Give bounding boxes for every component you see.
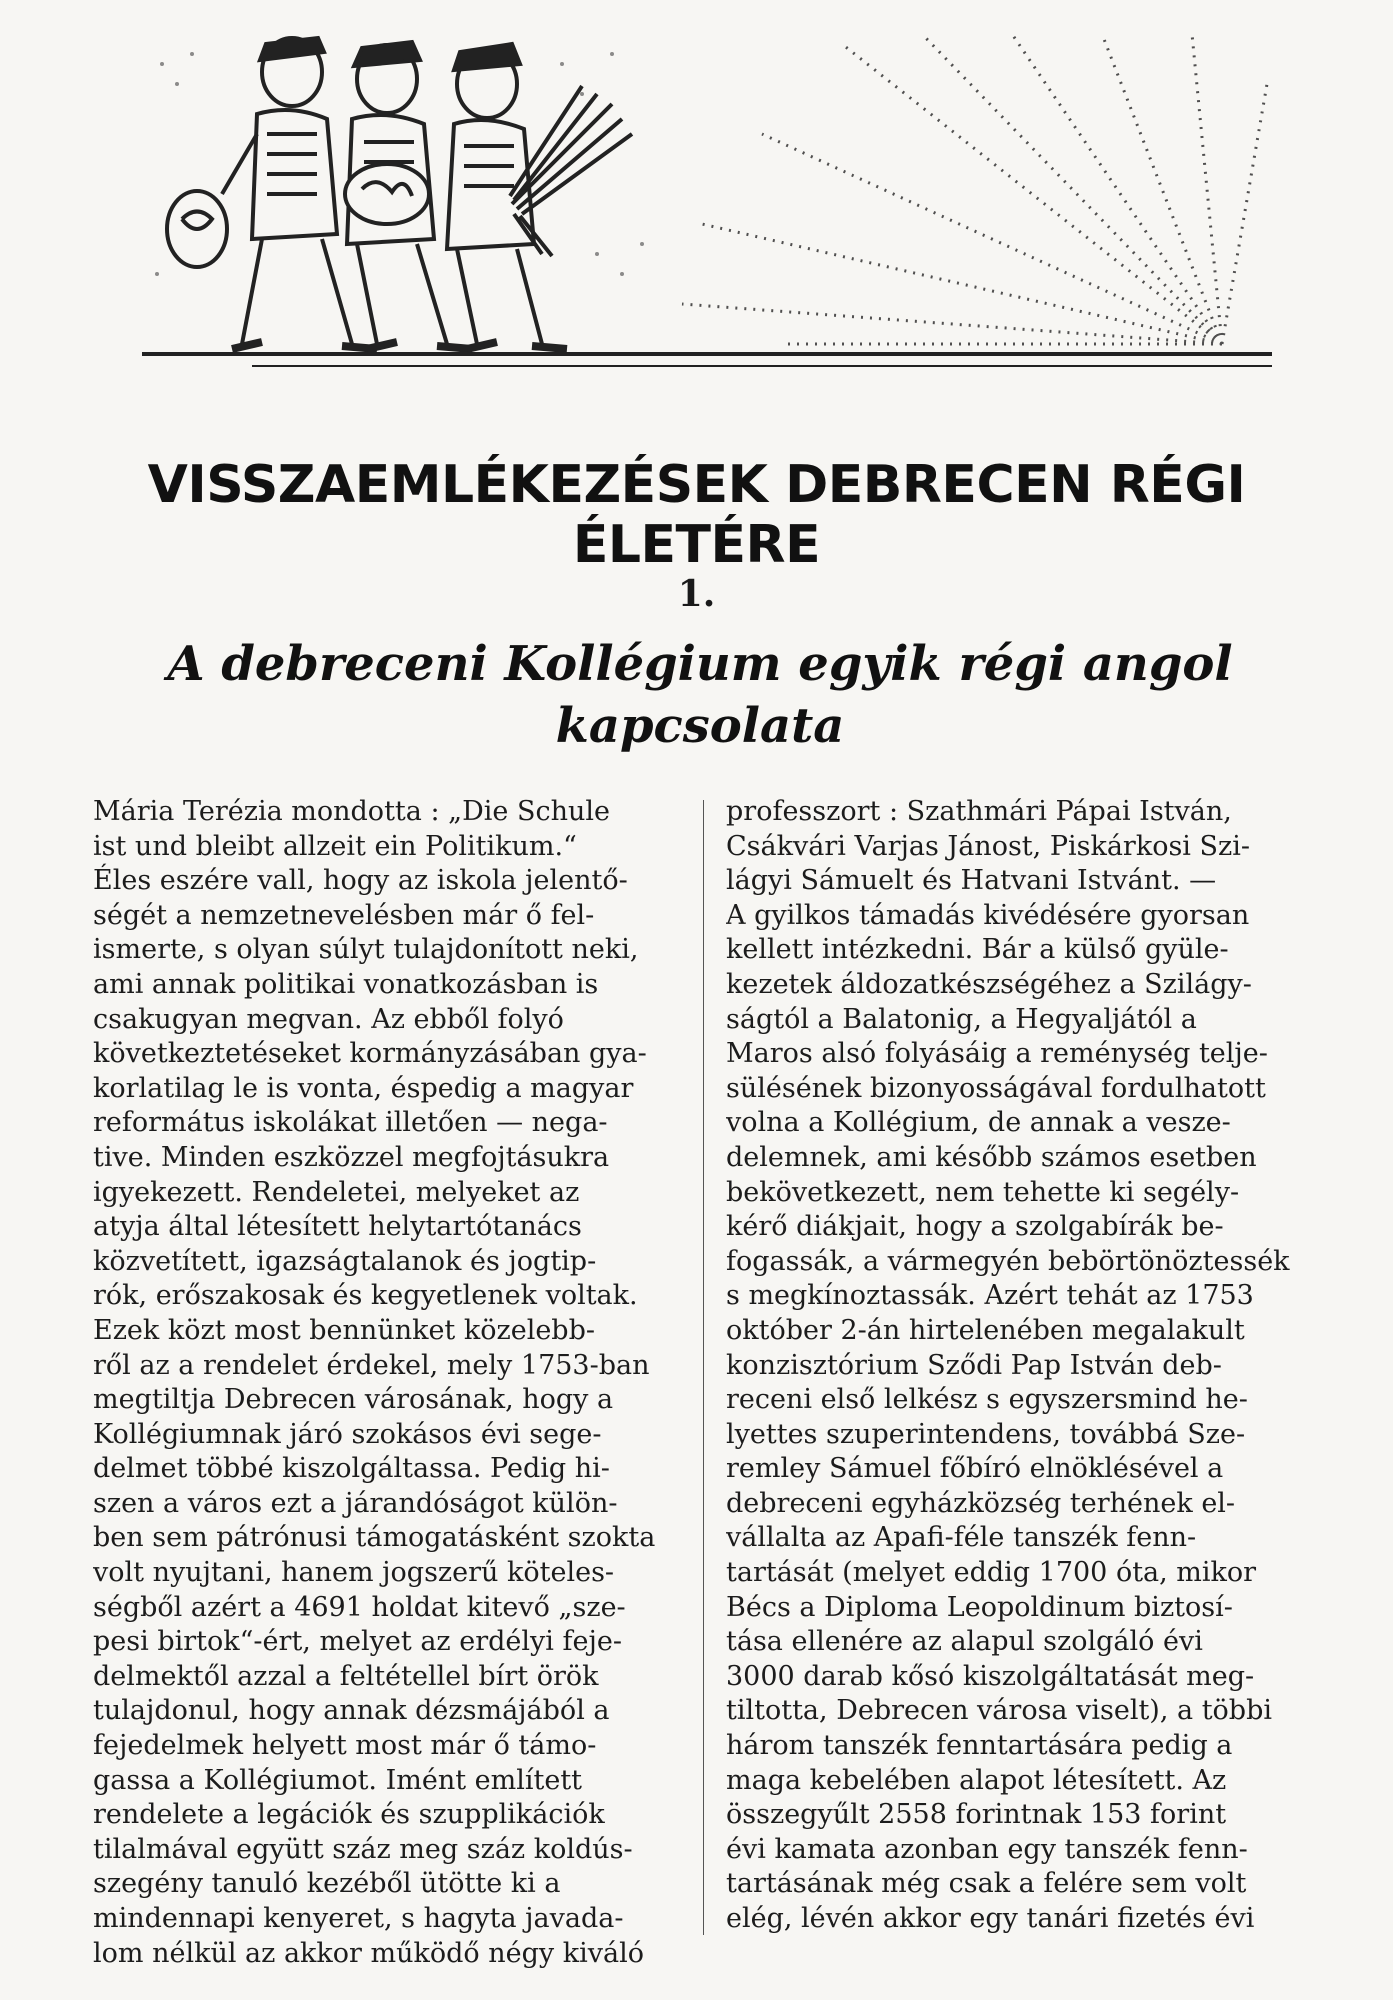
text-line: receni első lelkész s egyszersmind he- [726, 1384, 1248, 1416]
column-divider [703, 800, 704, 1935]
text-line: 3000 darab kősó kiszolgáltatását meg- [726, 1660, 1255, 1692]
text-line: megtiltja Debrecen városának, hogy a [93, 1384, 614, 1416]
text-line: konzisztórium Sződi Pap István deb- [726, 1349, 1222, 1381]
text-line: összegyűlt 2558 forintnak 153 forint [726, 1799, 1227, 1831]
text-line: Kollégiumnak járó szokásos évi sege- [93, 1418, 602, 1450]
text-line: szegény tanuló kezéből ütötte ki a [93, 1868, 561, 1900]
text-line: korlatilag le is vonta, éspedig a magyar [93, 1072, 634, 1104]
text-line: tulajdonul, hogy annak dézsmájából a [93, 1695, 610, 1727]
text-line: delemnek, ami később számos esetben [726, 1141, 1257, 1173]
text-line: közvetített, igazságtalanok és jogtip- [93, 1245, 597, 1277]
text-line: kezetek áldozatkészségéhez a Szilágy- [726, 968, 1252, 1000]
text-line: tiltotta, Debrecen városa viselt), a többi [726, 1695, 1272, 1727]
article-subtitle-line-2: kapcsolata [555, 698, 845, 754]
text-line: delmet többé kiszolgáltassa. Pedig hi- [93, 1453, 610, 1485]
text-line: volt nyujtani, hanem jogszerű köteles- [93, 1557, 615, 1589]
text-line: lágyi Sámuelt és Hatvani Istvánt. — [726, 865, 1217, 897]
text-line: ségét a nemzetnevelésben már ő fel- [93, 899, 595, 931]
text-line: Éles eszére vall, hogy az iskola jelentő- [93, 865, 628, 897]
text-line: ségből azért a 4691 holdat kitevő „sze- [93, 1591, 626, 1623]
text-line: ist und bleibt allzeit ein Politikum.“ [93, 830, 577, 862]
text-line: lom nélkül az akkor működő négy kiváló [93, 1937, 644, 1969]
text-line: tartását (melyet eddig 1700 óta, mikor [726, 1557, 1257, 1589]
text-line: ben sem pátrónusi támogatásként szokta [93, 1522, 656, 1554]
text-line: remley Sámuel főbíró elnöklésével a [726, 1453, 1224, 1485]
text-line: Bécs a Diploma Leopoldinum biztosí- [726, 1591, 1233, 1623]
part-number: 1. [677, 573, 716, 615]
text-line: mindennapi kenyeret, s hagyta javada- [93, 1903, 624, 1934]
text-line: Ezek közt most bennünket közelebb- [93, 1314, 595, 1346]
text-line: gassa a Kollégiumot. Imént említett [93, 1764, 583, 1796]
text-line: Maros alsó folyásáig a reménység telje- [726, 1038, 1268, 1070]
text-line: volna a Kollégium, de annak a vesze- [726, 1107, 1231, 1139]
text-line: három tanszék fenntartására pedig a [726, 1730, 1233, 1762]
text-line: október 2-án hirtelenében megalakult [726, 1314, 1245, 1346]
text-line: rók, erőszakosak és kegyetlenek voltak. [93, 1280, 638, 1312]
text-line: elég, lévén akkor egy tanári fizetés évi [726, 1903, 1255, 1934]
text-line: tive. Minden eszközzel megfojtásukra [93, 1141, 610, 1173]
text-line: ságtól a Balatonig, a Hegyaljától a [726, 1003, 1197, 1035]
text-line: ami annak politikai vonatkozásban is [93, 968, 599, 1000]
right-text-column [726, 795, 1322, 1975]
text-line: ről az a rendelet érdekel, mely 1753-ban [93, 1349, 650, 1381]
article-subtitle-line-1: A debreceni Kollégium egyik régi angol [167, 636, 1233, 692]
text-line: Csákvári Varjas Jánost, Piskárkosi Szi- [726, 830, 1251, 862]
text-line: fejedelmek helyett most már ő támo- [93, 1730, 597, 1762]
text-line: fogassák, a vármegyén bebörtönöztessék [726, 1245, 1290, 1277]
text-line: delmektől azzal a feltétellel bírt örök [93, 1660, 599, 1692]
text-line: A gyilkos támadás kivédésére gyorsan [726, 899, 1250, 931]
text-line: református iskolákat illetően — nega- [93, 1107, 608, 1139]
text-line: s megkínoztassák. Azért tehát az 1753 [726, 1280, 1254, 1312]
text-line: kérő diákjait, hogy a szolgabírák be- [726, 1211, 1224, 1243]
text-line: kellett intézkedni. Bár a külső gyüle- [726, 934, 1229, 966]
text-line: igyekezett. Rendeletei, melyeket az [93, 1176, 580, 1208]
left-text-column [93, 795, 689, 1975]
text-line: szen a város ezt a járandóságot külön- [93, 1487, 618, 1519]
text-line: debreceni egyházközség terhének el- [726, 1487, 1236, 1519]
text-line: rendelete a legációk és szupplikációk [93, 1799, 605, 1831]
text-line: vállalta az Apafi-féle tanszék fenn- [726, 1522, 1197, 1554]
text-line: pesi birtok“-ért, melyet az erdélyi feje- [93, 1626, 622, 1658]
text-line: professzort : Szathmári Pápai István, [726, 796, 1232, 827]
header-illustration [142, 24, 1272, 376]
text-line: csakugyan megvan. Az ebből folyó [93, 1003, 564, 1035]
text-line: tása ellenére az alapul szolgáló évi [726, 1626, 1203, 1658]
three-peasant-boys-with-sunrise-illustration-icon [142, 24, 1272, 376]
text-line: tilalmával együtt száz meg száz koldús- [93, 1833, 633, 1865]
article-series-title: VISSZAEMLÉKEZÉSEK DEBRECEN RÉGI ÉLETÉRE [147, 455, 1246, 575]
text-line: évi kamata azonban egy tanszék fenn- [726, 1833, 1248, 1865]
text-line: ismerte, s olyan súlyt tulajdonított neki, [93, 934, 639, 966]
article-subtitle [120, 633, 1280, 757]
text-line: maga kebelében alapot létesített. Az [726, 1764, 1227, 1796]
text-line: következtetéseket kormányzásában gya- [93, 1038, 647, 1070]
text-line: sülésének bizonyosságával fordulhatott [726, 1072, 1266, 1104]
text-line: Mária Terézia mondotta : „Die Schule [93, 796, 610, 827]
text-line: bekövetkezett, nem tehette ki segély- [726, 1176, 1240, 1208]
text-line: tartásának még csak a felére sem volt [726, 1868, 1247, 1900]
text-line: lyettes szuperintendens, továbbá Sze- [726, 1418, 1246, 1450]
text-line: atyja által létesített helytartótanács [93, 1211, 582, 1243]
